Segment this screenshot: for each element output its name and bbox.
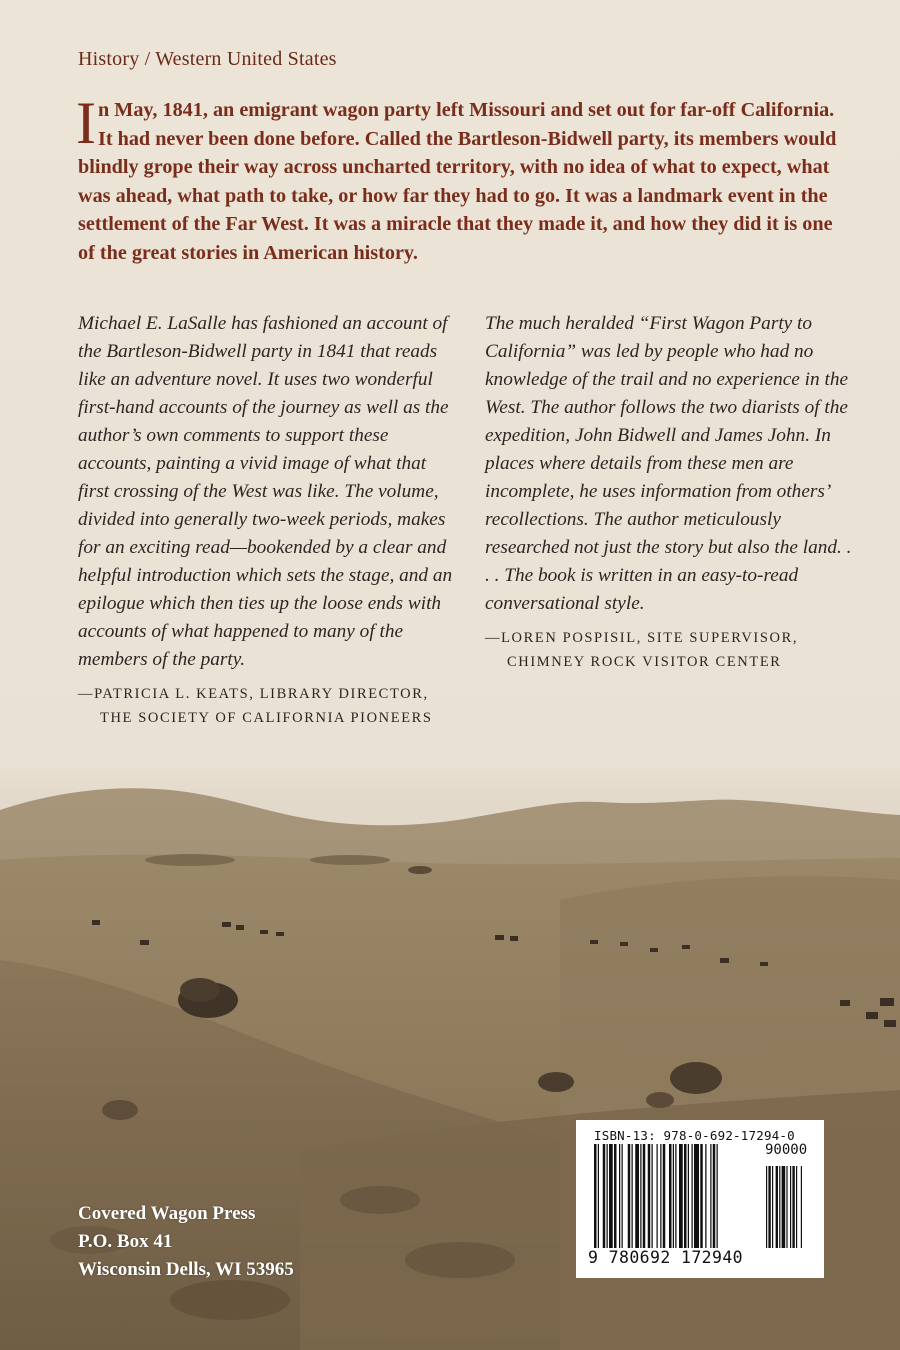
barcode-bar: [692, 1144, 693, 1248]
barcode-bar: [643, 1144, 646, 1248]
isbn-label: ISBN-13: 978-0-692-17294-0: [594, 1128, 795, 1143]
barcode-bar: [688, 1144, 689, 1248]
publisher-name: Covered Wagon Press: [78, 1203, 256, 1224]
review-attribution: [78, 682, 456, 730]
barcode-addon-bar: [786, 1166, 787, 1248]
barcode-addon-bar: [782, 1166, 786, 1248]
barcode-bar: [614, 1144, 617, 1248]
barcode-bar: [648, 1144, 651, 1248]
barcode-bar: [700, 1144, 703, 1248]
barcode-bar: [635, 1144, 639, 1248]
barcode-bar: [609, 1144, 613, 1248]
review-text: The much heralded “First Wagon Party to California” was led by people who had no knowledge of the trail and no experience in the West. The author follows the two diarists of the expedition, John Bidwell and James John. In places where details from these men are incomplete, he uses information from others’ recollections. The author meticulously researched not just the story but also the land. . . . The book is written in an easy-to-read conversational style.: [485, 313, 852, 614]
barcode-bar: [684, 1144, 687, 1248]
barcode-bar: [603, 1144, 606, 1248]
barcode-bar: [660, 1144, 661, 1248]
publisher-address-1: P.O. Box 41: [78, 1231, 173, 1252]
barcode-bar: [673, 1144, 674, 1248]
review-text: Michael E. LaSalle has fashioned an account of the Bartleson-Bidwell party in 1841 that reads like an adventure novel. It uses two wonderful first-hand accounts of the journey as well as the author’s own comments to support these accounts, painting a vivid image of what that first crossing of the West was like. The volume, divided into generally two-week periods, makes for an exciting read—bookended by a clear and helpful introduction which sets the stage, and an epilogue which then ties up the loose ends with accounts of what happened to many of the members of the party.: [78, 313, 453, 670]
barcode-addon-bar: [790, 1166, 791, 1248]
barcode-bar: [705, 1144, 706, 1248]
price-code: 90000: [765, 1142, 808, 1158]
barcode-bar: [663, 1144, 666, 1248]
barcode-icon: [594, 1144, 806, 1250]
barcode-bar: [594, 1144, 597, 1248]
review-right: [485, 310, 855, 674]
barcode-addon-bar: [801, 1166, 802, 1248]
review-attribution: [485, 626, 855, 674]
drop-cap: I: [76, 90, 96, 156]
barcode-bar: [640, 1144, 641, 1248]
barcode-bar: [675, 1144, 676, 1248]
attribution-line-1: —PATRICIA L. KEATS, LIBRARY DIRECTOR,: [78, 686, 429, 702]
publisher-block: [78, 1200, 294, 1284]
barcode-bar: [652, 1144, 653, 1248]
barcode-box: [576, 1120, 824, 1278]
barcode-bar: [694, 1144, 699, 1248]
barcode-bar: [619, 1144, 620, 1248]
lead-text: n May, 1841, an emigrant wagon party left Missouri and set out for far-off California. It had never been done before. Called the Bartleson-Bidwell party, its members would blindly grope their way across uncharted territory, with no idea of what to expect, what was ahead, what path to take, or how far they had to go. It was a landmark event in the settlement of the Far West. It was a miracle that they made it, and how they did it is one of the great stories in American history.: [78, 99, 837, 264]
barcode-bar: [679, 1144, 683, 1248]
barcode-bar: [607, 1144, 608, 1248]
barcode-bar: [598, 1144, 599, 1248]
barcode-addon-bar: [768, 1166, 770, 1248]
attribution-line-1: —LOREN POSPISIL, SITE SUPERVISOR,: [485, 630, 799, 646]
lead-paragraph: [76, 90, 848, 268]
barcode-bar: [713, 1144, 716, 1248]
barcode-bar: [669, 1144, 672, 1248]
barcode-bar: [622, 1144, 623, 1248]
review-left: [78, 310, 456, 730]
barcode-digits: 9 780692 172940: [588, 1248, 744, 1267]
barcode-bar: [632, 1144, 633, 1248]
barcode-addon-bar: [779, 1166, 780, 1248]
barcode-addon-bar: [772, 1166, 773, 1248]
barcode-addon-bar: [796, 1166, 797, 1248]
barcode-bar: [717, 1144, 718, 1248]
barcode-addon-bar: [792, 1166, 794, 1248]
publisher-address-2: Wisconsin Dells, WI 53965: [78, 1259, 294, 1280]
category-label: History / Western United States: [78, 48, 337, 70]
barcode-bar: [657, 1144, 658, 1248]
barcode-addon-bar: [776, 1166, 778, 1248]
attribution-line-2: CHIMNEY ROCK VISITOR CENTER: [507, 654, 782, 670]
barcode-bar: [710, 1144, 711, 1248]
barcode-addon-bar: [766, 1166, 767, 1248]
barcode-bar: [628, 1144, 631, 1248]
attribution-line-2: THE SOCIETY OF CALIFORNIA PIONEERS: [100, 710, 433, 726]
